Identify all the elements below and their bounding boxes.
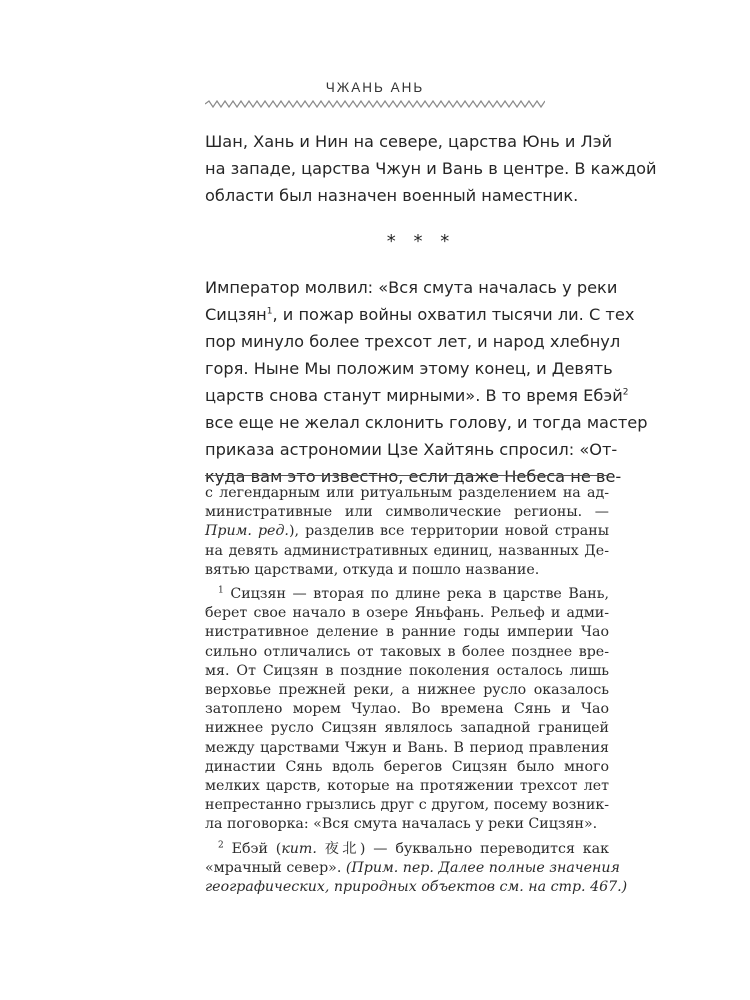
chinese-characters: 夜北 xyxy=(324,840,360,857)
footnote-line: с легендарным или ритуальным разделением на ад- xyxy=(205,485,609,501)
text-line: Император молвил: «Вся смута началась у реки xyxy=(205,278,618,297)
paragraph-2 xyxy=(205,274,648,490)
text-line: куда вам это известно, если даже Небеса не ве- xyxy=(205,467,622,486)
footnote-1 xyxy=(205,585,609,835)
text-fragment: ), разделив все территории новой страны xyxy=(288,523,610,540)
main-text xyxy=(205,128,657,490)
text-line: Шан, Хань и Нин на севере, царства Юнь и Лэй xyxy=(205,132,613,151)
footnote-line: сильно отличались от таковых в более позднее вре- xyxy=(205,643,609,660)
text-fragment: Ебэй ( xyxy=(231,840,282,857)
footnote-line: династии Сянь вдоль берегов Сицзян было много xyxy=(205,758,609,775)
editor-note: Прим. ред. xyxy=(205,523,289,540)
footnotes xyxy=(205,484,628,897)
paragraph-1 xyxy=(205,128,657,209)
footnote-line: министративные или символические регионы. — xyxy=(205,504,609,521)
footnote-line: затоплено морем Чулао. Во времена Сянь и Чао xyxy=(205,701,609,718)
text-fragment: «мрачный север». xyxy=(205,859,346,876)
wavy-divider xyxy=(205,99,545,109)
text-line: пор минуло более трехсот лет, и народ хлебнул xyxy=(205,332,621,351)
text-line: приказа астрономии Цзе Хайтянь спросил: «От- xyxy=(205,440,618,459)
text-line: области был назначен военный наместник. xyxy=(205,186,579,205)
running-title: ЧЖАНЬ АНЬ xyxy=(325,80,425,95)
footnote-line: географических, природных объектов см. на стр. 467.) xyxy=(205,879,628,896)
translator-note: (Прим. пер. Далее полные значения xyxy=(345,859,620,876)
text-line: горя. Ныне Мы положим этому конец, и Девять xyxy=(205,359,613,378)
footnote-line: нижнее русло Сицзян являлось западной границей xyxy=(205,720,609,737)
footnote-line: берет свое начало в озере Яньфань. Рельеф и адми- xyxy=(205,605,609,622)
footnote-marker-2: 2 xyxy=(218,839,224,850)
footnote-continued xyxy=(205,484,609,580)
text-fragment: ) — буквально переводится как xyxy=(359,840,609,857)
footnote-line xyxy=(205,585,609,604)
footnote-line: мя. От Сицзян в поздние поколения осталось лишь xyxy=(205,662,609,679)
text-fragment: Сицзян xyxy=(205,305,267,324)
footnote-line: мелких царств, которые на протяжении трехсот лет xyxy=(205,778,609,795)
footnote-marker-1: 1 xyxy=(218,585,224,596)
footnote-ref-2: 2 xyxy=(622,387,629,398)
footnote-rule xyxy=(205,475,609,476)
section-separator: * * * xyxy=(386,231,456,252)
footnote-2 xyxy=(205,839,628,898)
footnote-line: ла поговорка: «Вся смута началась у реки Сицзян». xyxy=(205,816,598,833)
footnote-line xyxy=(205,840,609,859)
text-line xyxy=(205,382,629,409)
text-fragment: царств снова станут мирными». В то время Ебэй xyxy=(205,386,623,405)
footnote-line: нистративное деление в ранние годы империи Чао xyxy=(205,624,609,641)
footnote-line: верховье прежней реки, а нижнее русло оказалось xyxy=(205,682,609,699)
text-line: все еще не желал склонить голову, и тогда мастер xyxy=(205,413,648,432)
text-fragment: , и пожар войны охватил тысячи ли. С тех xyxy=(272,305,635,324)
footnote-line: непрестанно грызлись друг с другом, посему возник- xyxy=(205,797,609,814)
footnote-line xyxy=(205,522,609,541)
footnote-ref-1: 1 xyxy=(266,306,273,317)
text-line xyxy=(205,301,635,328)
footnote-line: между царствами Чжун и Вань. В период правления xyxy=(205,739,609,756)
footnote-line xyxy=(205,859,620,878)
text-fragment: Сицзян — вторая по длине река в царстве Вань, xyxy=(230,586,609,603)
footnote-line: на девять административных единиц, названных Де- xyxy=(205,542,609,559)
text-fragment: кит. xyxy=(281,840,317,857)
text-line: на западе, царства Чжун и Вань в центре. В каждой xyxy=(205,159,657,178)
footnote-line: вятью царствами, откуда и пошло название. xyxy=(205,561,540,578)
